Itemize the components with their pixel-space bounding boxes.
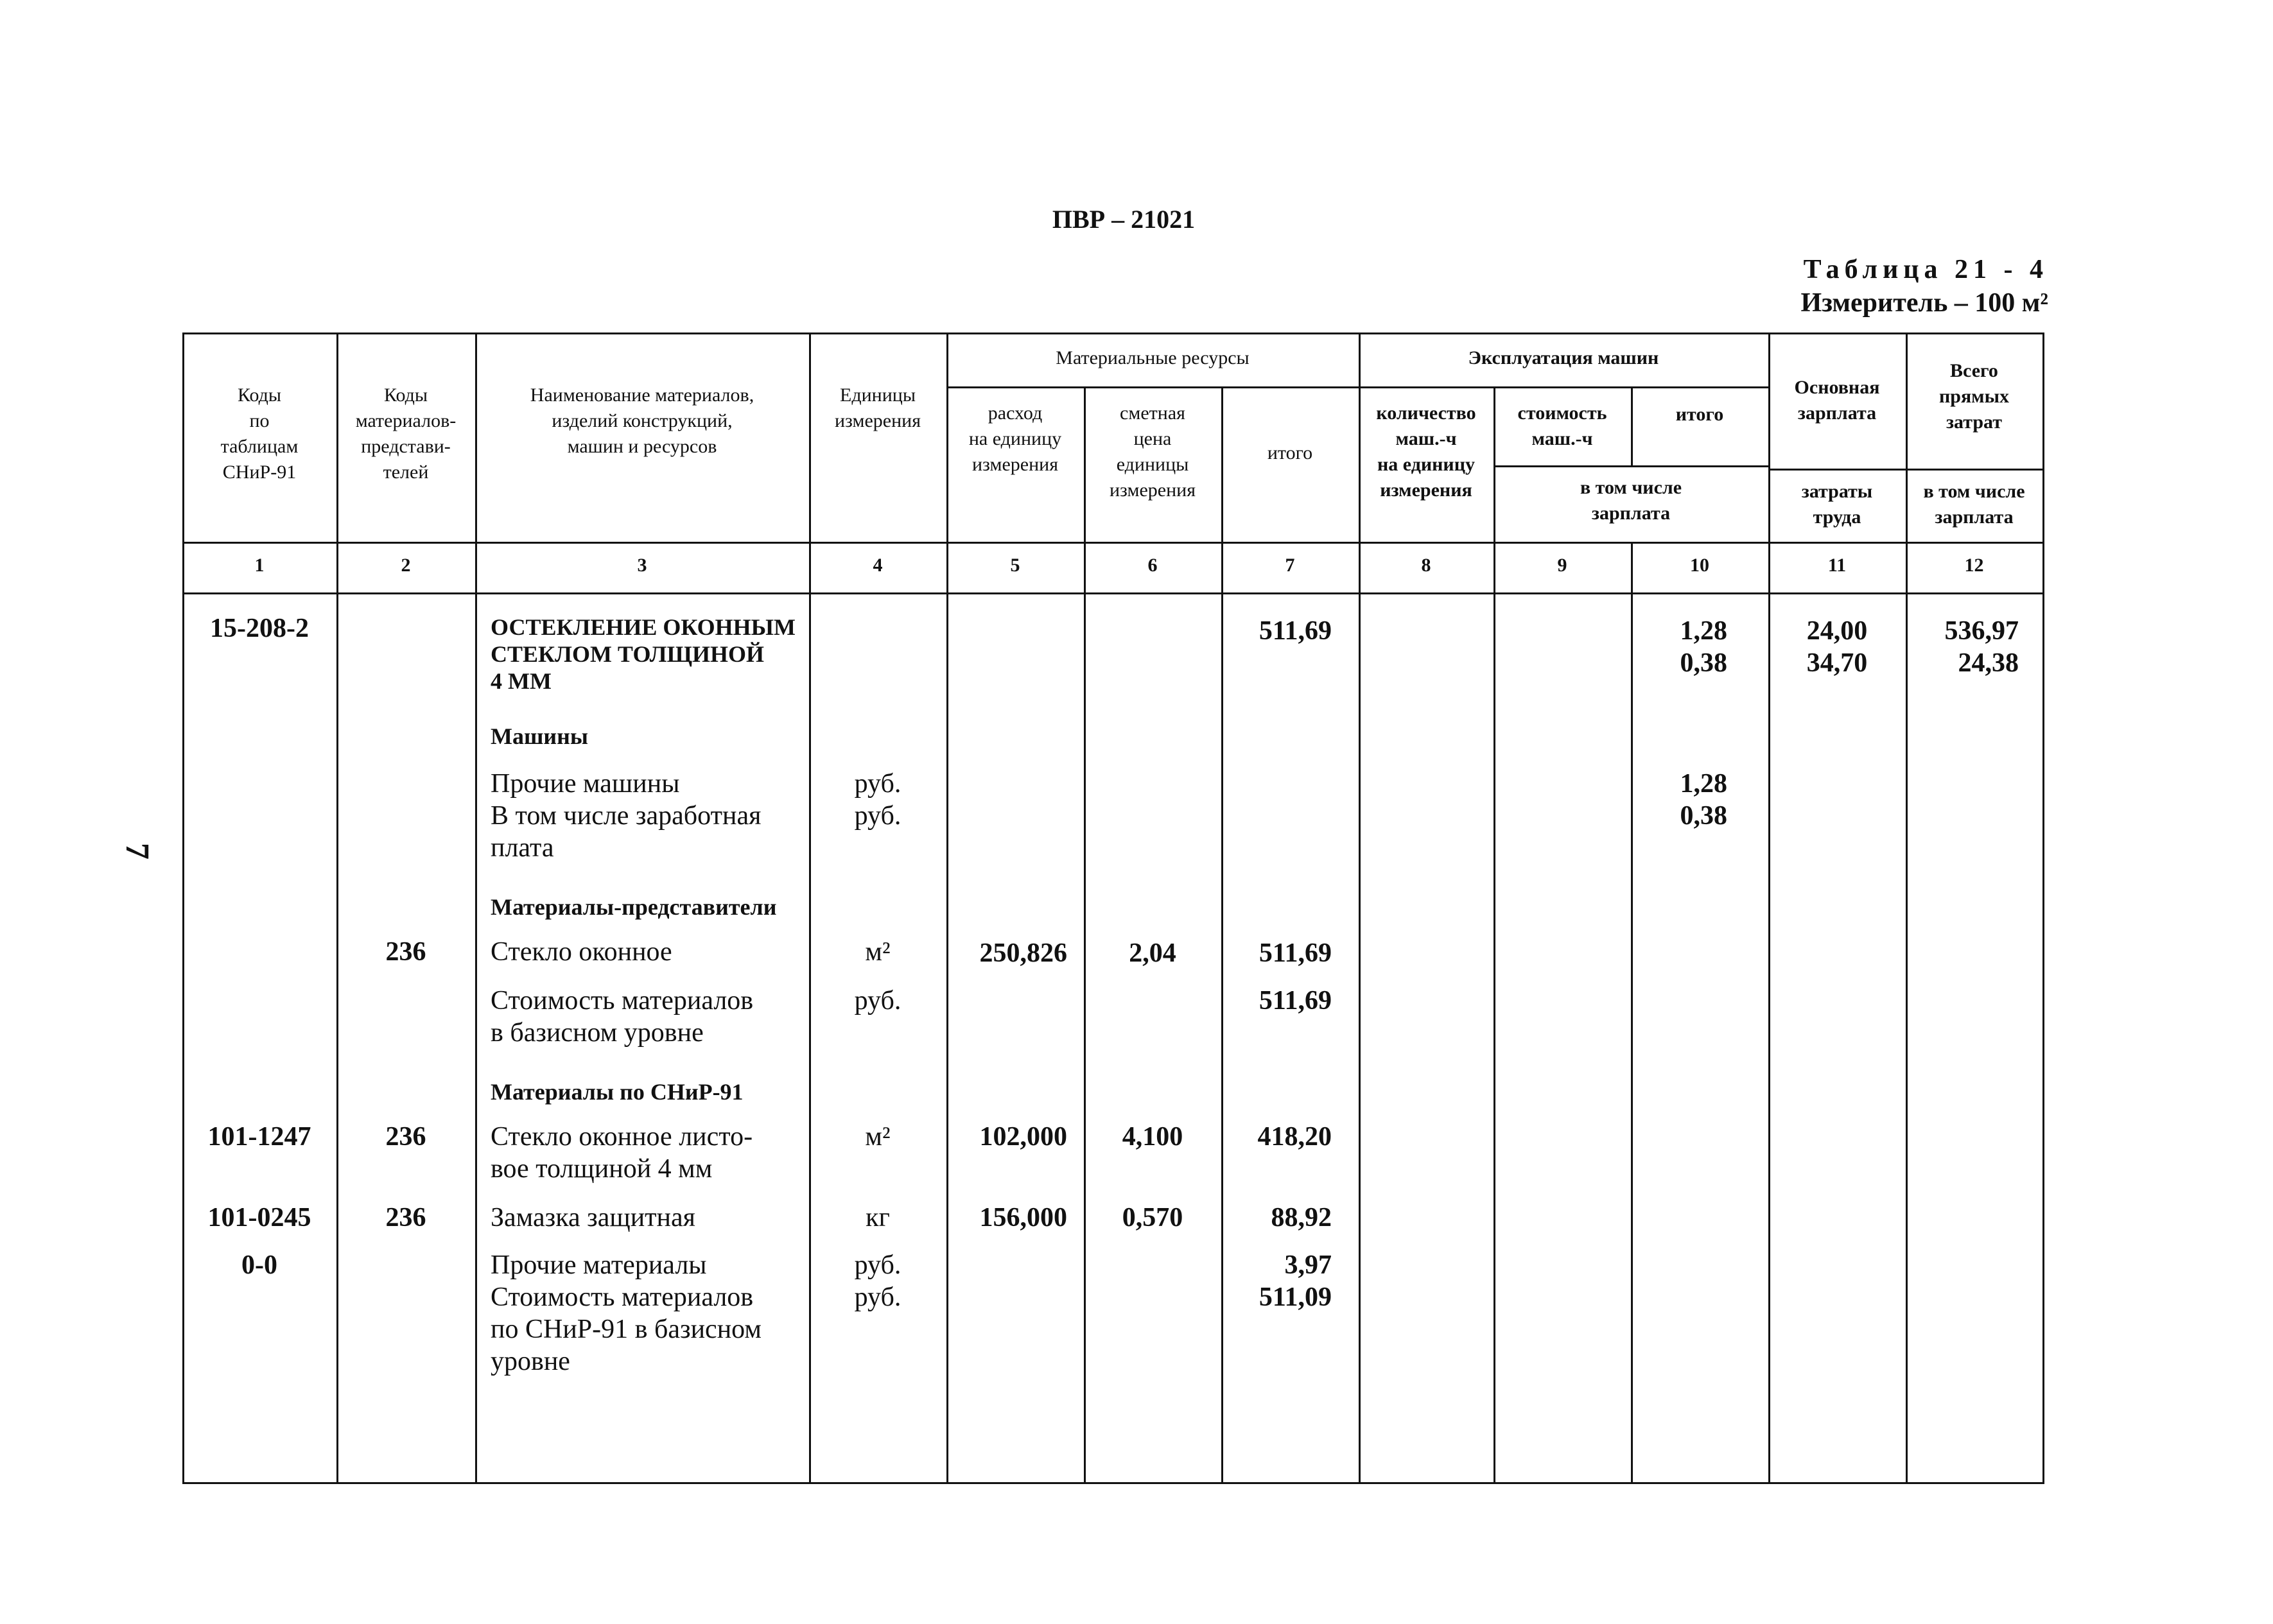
snip-other-name: Прочие материалы Стоимость материалов по СНиР-91 в базисном уровне [491, 1250, 762, 1376]
rule-bottom [182, 1482, 2044, 1484]
col-line-0 [182, 333, 184, 1484]
snip-glass-price: 4,100 [1122, 1122, 1183, 1152]
document-title: ПВР – 21021 [1052, 205, 1196, 234]
column-number: 6 [1147, 555, 1158, 576]
rep-glass-total: 511,69 [1258, 938, 1332, 968]
rep-cost-total: 511,69 [1258, 986, 1332, 1015]
main-code: 15-208-2 [210, 614, 309, 643]
header-col10: итого [1675, 404, 1724, 425]
column-number: 1 [254, 555, 265, 576]
header-col12: Всего прямых затрат [1938, 360, 2010, 433]
snip-glass-code: 101-1247 [207, 1122, 311, 1152]
page-number: 7 [119, 843, 155, 860]
snip-glass-unit: м² [865, 1122, 891, 1152]
main-basic-salary: 24,00 34,70 [1806, 616, 1868, 678]
header-col9: стоимость маш.-ч [1517, 402, 1607, 449]
header-col3: Наименование материалов, изделий конструкций, машин и ресурсов [530, 384, 754, 457]
column-number: 10 [1690, 555, 1709, 576]
col-line-5 [1084, 386, 1086, 1484]
column-number: 4 [873, 555, 883, 576]
rep-glass-unit: м² [865, 937, 891, 967]
col-line-1 [336, 333, 338, 1484]
header-col2: Коды материалов- представи- телей [355, 384, 457, 483]
column-number: 5 [1010, 555, 1020, 576]
snip-putty-price: 0,570 [1122, 1203, 1183, 1232]
main-name: ОСТЕКЛЕНИЕ ОКОННЫМ СТЕКЛОМ ТОЛЩИНОЙ 4 ММ [491, 614, 796, 694]
col-line-7 [1359, 333, 1361, 1484]
header-col4: Единицы измерения [834, 384, 921, 431]
header-col7: итого [1267, 442, 1313, 463]
header-col6: сметная цена единицы измерения [1109, 402, 1196, 501]
rep-glass-name: Стекло оконное [491, 937, 672, 967]
header-col11: Основная зарплата [1794, 377, 1880, 424]
snip-glass-name: Стекло оконное листо- вое толщиной 4 мм [491, 1122, 753, 1184]
col-line-4 [946, 333, 948, 1484]
column-number: 7 [1285, 555, 1295, 576]
rep-glass-price: 2,04 [1129, 938, 1176, 968]
measure-unit: Измеритель – 100 м² [1800, 288, 2048, 318]
snip-putty-unit: кг [866, 1203, 890, 1232]
col-line-9 [1631, 542, 1633, 1484]
rule-header-bottom [182, 542, 2044, 544]
snip-glass-total: 418,20 [1257, 1122, 1332, 1152]
header-group-materials: Материальные ресурсы [1056, 347, 1250, 368]
rule-top [182, 333, 2044, 334]
snip-other-total: 3,97 511,09 [1258, 1250, 1332, 1312]
header-col11-sub: затраты труда [1801, 481, 1873, 528]
machines-total: 1,28 0,38 [1680, 769, 1727, 831]
header-group-machines: Эксплуатация машин [1468, 347, 1659, 368]
rep-cost-name: Стоимость материалов в базисном уровне [491, 986, 754, 1048]
section-heading-snip: Материалы по СНиР-91 [491, 1079, 744, 1105]
rule-machines-sub [1494, 465, 1768, 467]
rule-group-under [946, 386, 1768, 388]
col-line-12 [2042, 333, 2044, 1484]
header-col12-sub: в том числе зарплата [1923, 481, 2025, 528]
col-line-6 [1221, 386, 1223, 1484]
header-col5: расход на единицу измерения [968, 402, 1062, 475]
machines-unit: руб. руб. [854, 769, 901, 831]
main-total-materials: 511,69 [1258, 616, 1332, 646]
section-heading-representatives: Материалы-представители [491, 894, 777, 920]
snip-putty-name: Замазка защитная [491, 1203, 695, 1232]
snip-glass-consumption: 102,000 [979, 1122, 1067, 1152]
header-col1: Коды по таблицам СНиР-91 [220, 384, 299, 483]
rule-numbers-bottom [182, 592, 2044, 594]
column-number: 8 [1421, 555, 1431, 576]
column-number: 9 [1557, 555, 1567, 576]
header-col8: количество маш.-ч на единицу измерения [1376, 402, 1476, 501]
rep-glass-code: 236 [385, 937, 426, 967]
machines-name: Прочие машины В том числе заработная плата [491, 769, 762, 863]
snip-putty-total: 88,92 [1271, 1203, 1332, 1232]
column-number: 11 [1827, 555, 1847, 576]
column-number: 12 [1964, 555, 1984, 576]
col-line-2 [475, 333, 477, 1484]
main-machines-total: 1,28 0,38 [1680, 616, 1727, 678]
column-number: 3 [637, 555, 647, 576]
rep-glass-consumption: 250,826 [979, 938, 1067, 968]
col-line-8 [1494, 386, 1495, 1484]
main-total-direct: 536,97 24,38 [1944, 616, 2019, 678]
rep-cost-unit: руб. [854, 986, 901, 1015]
table-caption: Таблица 21 - 4 [1803, 255, 2048, 284]
snip-putty-code: 101-0245 [207, 1203, 311, 1232]
column-number: 2 [401, 555, 411, 576]
snip-other-code: 0-0 [241, 1250, 277, 1280]
section-heading-machines: Машины [491, 723, 588, 749]
snip-other-unit: руб. руб. [854, 1250, 901, 1312]
snip-putty-rep-code: 236 [385, 1203, 426, 1232]
header-col9-10-sub: в том числе зарплата [1580, 477, 1682, 524]
snip-putty-consumption: 156,000 [979, 1203, 1067, 1232]
snip-glass-rep-code: 236 [385, 1122, 426, 1152]
